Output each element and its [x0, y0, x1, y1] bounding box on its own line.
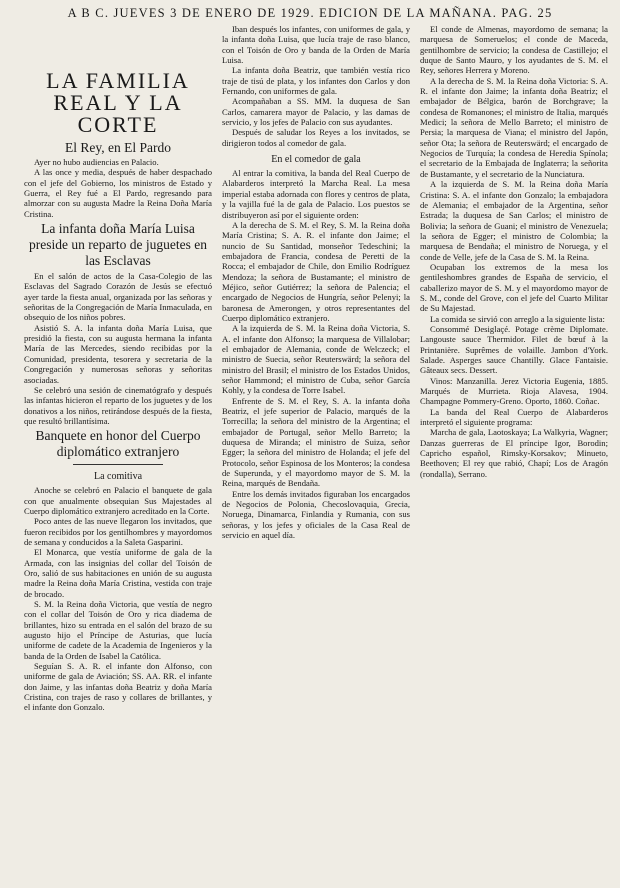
subheading-comedor: En el comedor de gala [271, 154, 361, 166]
paragraph: Acompañaban a SS. MM. la duquesa de San Carlos, camarera mayor de Palacio, y las damas de servicio, y los jefes de Palacio con sus ayudantes. [222, 96, 410, 128]
paragraph: En el salón de actos de la Casa-Colegio de las Esclavas del Sagrado Corazón de Jesús se efectuó ayer tarde la fiesta anual, organizada por las señoras y señoritas de la Congregación de María Inmaculada, en obsequio de los niños pobres. [24, 271, 212, 323]
paragraph: El conde de Almenas, mayordomo de semana; la marquesa de Someruelos; el conde de Maceda, gentilhombre de servicio; la condesa de Castillejo; el duque de Santo Mauro, y los ayudantes de S. M. el Rey, señores Herrera y Moreno. [420, 24, 608, 76]
page-header: A B C. JUEVES 3 DE ENERO DE 1929. EDICION DE LA MAÑANA. PAG. 25 [67, 6, 553, 20]
subsection-title-banquete: Banquete en honor del Cuerpo diplomático extranjero [35, 428, 201, 460]
paragraph: A la izquierda de S. M. la Reina doña María Cristina: S. A. el infante don Gonzalo; la embajadora de Alemania; el embajador de la Argentina, señor Estrada; la duquesa de San Carlos; el ministro de Bolivia; la señora de Guani; el ministro de Venezuela; la señora de Egger; el ministro de Colombia; la marquesa de Bendaña; el ministro de Noruega, y el conde de Velle, jefe de la Casa de S. M. la Reina. [420, 179, 608, 262]
paragraph: Se celebró una sesión de cinematógrafo y después las infantas hicieron el reparto de los juguetes y de los donativos a los niños, retirándose después de la fiesta, que resultó brillantísima. [24, 384, 212, 426]
paragraph: A la derecha de S. M. el Rey, S. M. la Reina doña María Cristina; S. A. R. el infante don Jaime; el nuncio de Su Santidad, monseñor Tedeschini; la embajadora de Francia, condesa de Peretti de la Rocca; el embajador de Chile, don Emilio Rodríguez Mendoza; la señora de Bustamante; el ministro de Méjico, señor Gutiérrez; la señora de Palencia; el encargado de Negocios de Hungría, señor Pelenyi; la baronesa de Amerongen, y otros representantes del Cuerpo diplomático extranjero. [222, 219, 410, 323]
paragraph: Ayer no hubo audiencias en Palacio. [34, 157, 159, 167]
paragraph: Anoche se celebró en Palacio el banquete de gala con que anualmente obsequian Sus Majestades al Cuerpo diplomático extranjero acreditado en la Corte. [24, 485, 212, 516]
divider [73, 464, 163, 465]
paragraph: Iban después los infantes, con uniformes de gala, y la infanta doña Luisa, que lucía traje de raso blanco, con el Toisón de Oro y banda de la Orden de María Luisa. [222, 24, 410, 66]
column-1 [24, 24, 212, 886]
paragraph: Seguían S. A. R. el infante don Alfonso, con uniforme de gala de Aviación; SS. AA. RR. el infante don Jaime, y las infantas doña Beatriz y doña María Cristina, con trajes de raso y collares de brillantes, y el infante don Gonzalo. [24, 661, 212, 713]
paragraph: La infanta doña Beatriz, que también vestía rico traje de tisú de plata, y los infantes don Carlos y don Fernando, con uniformes de gala. [222, 65, 410, 97]
paragraph: A la derecha de S. M. la Reina doña Victoria: S. A. R. el infante don Jaime; la infanta doña Beatriz; el embajador de Bélgica, barón de Borchgrave; la condesa de Romanones; el ministro de Italia, marqués Medici; la señora de Mello Barreto; el ministro de Persia; la marquesa de Viana; el ministro del Japón, señor Ota; la señora de Reuterswärd; el encargado de Negocios de Turquía; la condesa de Heredia Spínola; el secretario de la Embajada de Inglaterra; la señorita de Bustamante, y el secretario de la Nunciatura. [420, 75, 608, 179]
paragraph: Enfrente de S. M. el Rey, S. A. la infanta doña Beatriz, el jefe superior de Palacio, marqués de la Torrecilla; la señora del ministro de la Argentina; el embajador de Portugal, señor Mello Barreto; la duquesa de Miranda; el ministro de Suiza, señor Egger; la señora del ministro de Holanda; el jefe del Protocolo, señor Espinosa de los Monteros; la condesa de Superunda, y el mayordomo mayor de S. M. la Reina, marqués de Bendaña. [222, 395, 410, 489]
column-2 [222, 24, 410, 886]
paragraph: Al entrar la comitiva, la banda del Real Cuerpo de Alabarderos interpretó la Marcha Real. La mesa imperial estaba adornada con flores y centros de plata, y la vajilla fué la de gala de Palacio. Los puestos se distribuyeron así por el siguiente orden: [222, 168, 410, 220]
section-title: LA FAMILIA REAL Y LA CORTE [46, 68, 190, 137]
subsection-title-infanta: La infanta doña María Luisa preside un reparto de juguetes en las Esclavas [28, 221, 208, 269]
subheading-comitiva: La comitiva [93, 471, 143, 483]
music-program: Marcha de gala, Laotoskaya; La Walkyria, Wagner; Danzas guerreras de El príncipe Igor, Borodin; Capricho español, Rimsky-Korsakov; Minueto, Beethoven; El rey que rabió, Chapí; Los de Aragón (rondalla), Serrano. [420, 427, 608, 479]
paragraph: Entre los demás invitados figuraban los encargados de Negocios de Polonia, Checoslovaquia, Grecia, Noruega, Dinamarca, Finlandia y Rumania, con sus señoras, y los jefes y oficiales de la Casa Real de servicio en aquel día. [222, 488, 410, 541]
paragraph: La banda del Real Cuerpo de Alabarderos interpretó el siguiente programa: [420, 406, 608, 428]
paragraph: S. M. la Reina doña Victoria, que vestía de negro con el collar del Toisón de Oro y rica diadema de brillantes, hizo su entrada en el salón del brazo de su augusto hijo el Príncipe de Asturias, que lucía uniforme de cadete de la Academia de Ingenieros y la banda de la Orden de Isabel la Católica. [24, 599, 212, 661]
menu-list: Consommé Desiglaçé. Potage crème Diplomate. Langouste sauce Thermidor. Filet de bœuf à la Printanière. Suprêmes de volaille. Jambon d'York. Salade. Asperges sauce Chantilly. Glace Fantaisie. Gâteaux secs. Dessert. [420, 323, 608, 376]
subsection-title-rey: El Rey, en El Pardo [65, 140, 171, 155]
paragraph: Después de saludar los Reyes a los invitados, se dirigieron todos al comedor de gala. [222, 127, 410, 148]
paragraph: Ocupaban los extremos de la mesa los gentileshombres grandes de España de servicio, el caballerizo mayor de S. M. y el mayordomo mayor de S. M., conde del Grove, con el jefe del Cuarto Militar de Su Majestad. [420, 261, 608, 314]
paragraph: A las once y media, después de haber despachado con el jefe del Gobierno, los ministros de Estado y Guerra, el Rey fué a El Pardo, regresando para almorzar con su augusta Madre la Reina Doña María Cristina. [24, 167, 212, 219]
paragraph: Poco antes de las nueve llegaron los invitados, que fueron recibidos por los gentilhombres y mayordomos de semana y conducidos a la Saleta Gasparini. [24, 516, 212, 547]
paragraph: La comida se sirvió con arreglo a la siguiente lista: [430, 313, 605, 324]
paragraph: A la izquierda de S. M. la Reina doña Victoria, S. A. el infante don Alfonso; la marquesa de Villalobar; el embajador de Alemania, conde de Welczeck; el ministro de Suecia, señor Reuterswärd; la señora del ministro del Brasil; el ministro de los Estados Unidos, señor Hammond; el ministro de Cuba, señor García Kohly, y la condesa de Torre Isabel. [222, 323, 410, 396]
column-3 [420, 24, 608, 886]
paragraph: El Monarca, que vestía uniforme de gala de la Armada, con las insignias del collar del Toisón de Oro, salió de sus habitaciones en unión de su augusta madre la Reina doña María Cristina, vestida con traje de brocado. [24, 547, 212, 599]
paragraph: Asistió S. A. la infanta doña María Luisa, que presidió la fiesta, con su augusta hermana la infanta María de las Mercedes, siendo recibidas por la Comunidad, presidenta, tesorera y secretaria de la Congregación y numerosas señoras y señoritas asociadas. [24, 322, 212, 385]
wine-list: Vinos: Manzanilla. Jerez Victoria Eugenia, 1885. Marqués de Murrieta. Rioja Alavesa, 1904. Champagne Pommery-Greno. Oporto, 1860. Coñac. [420, 375, 608, 407]
